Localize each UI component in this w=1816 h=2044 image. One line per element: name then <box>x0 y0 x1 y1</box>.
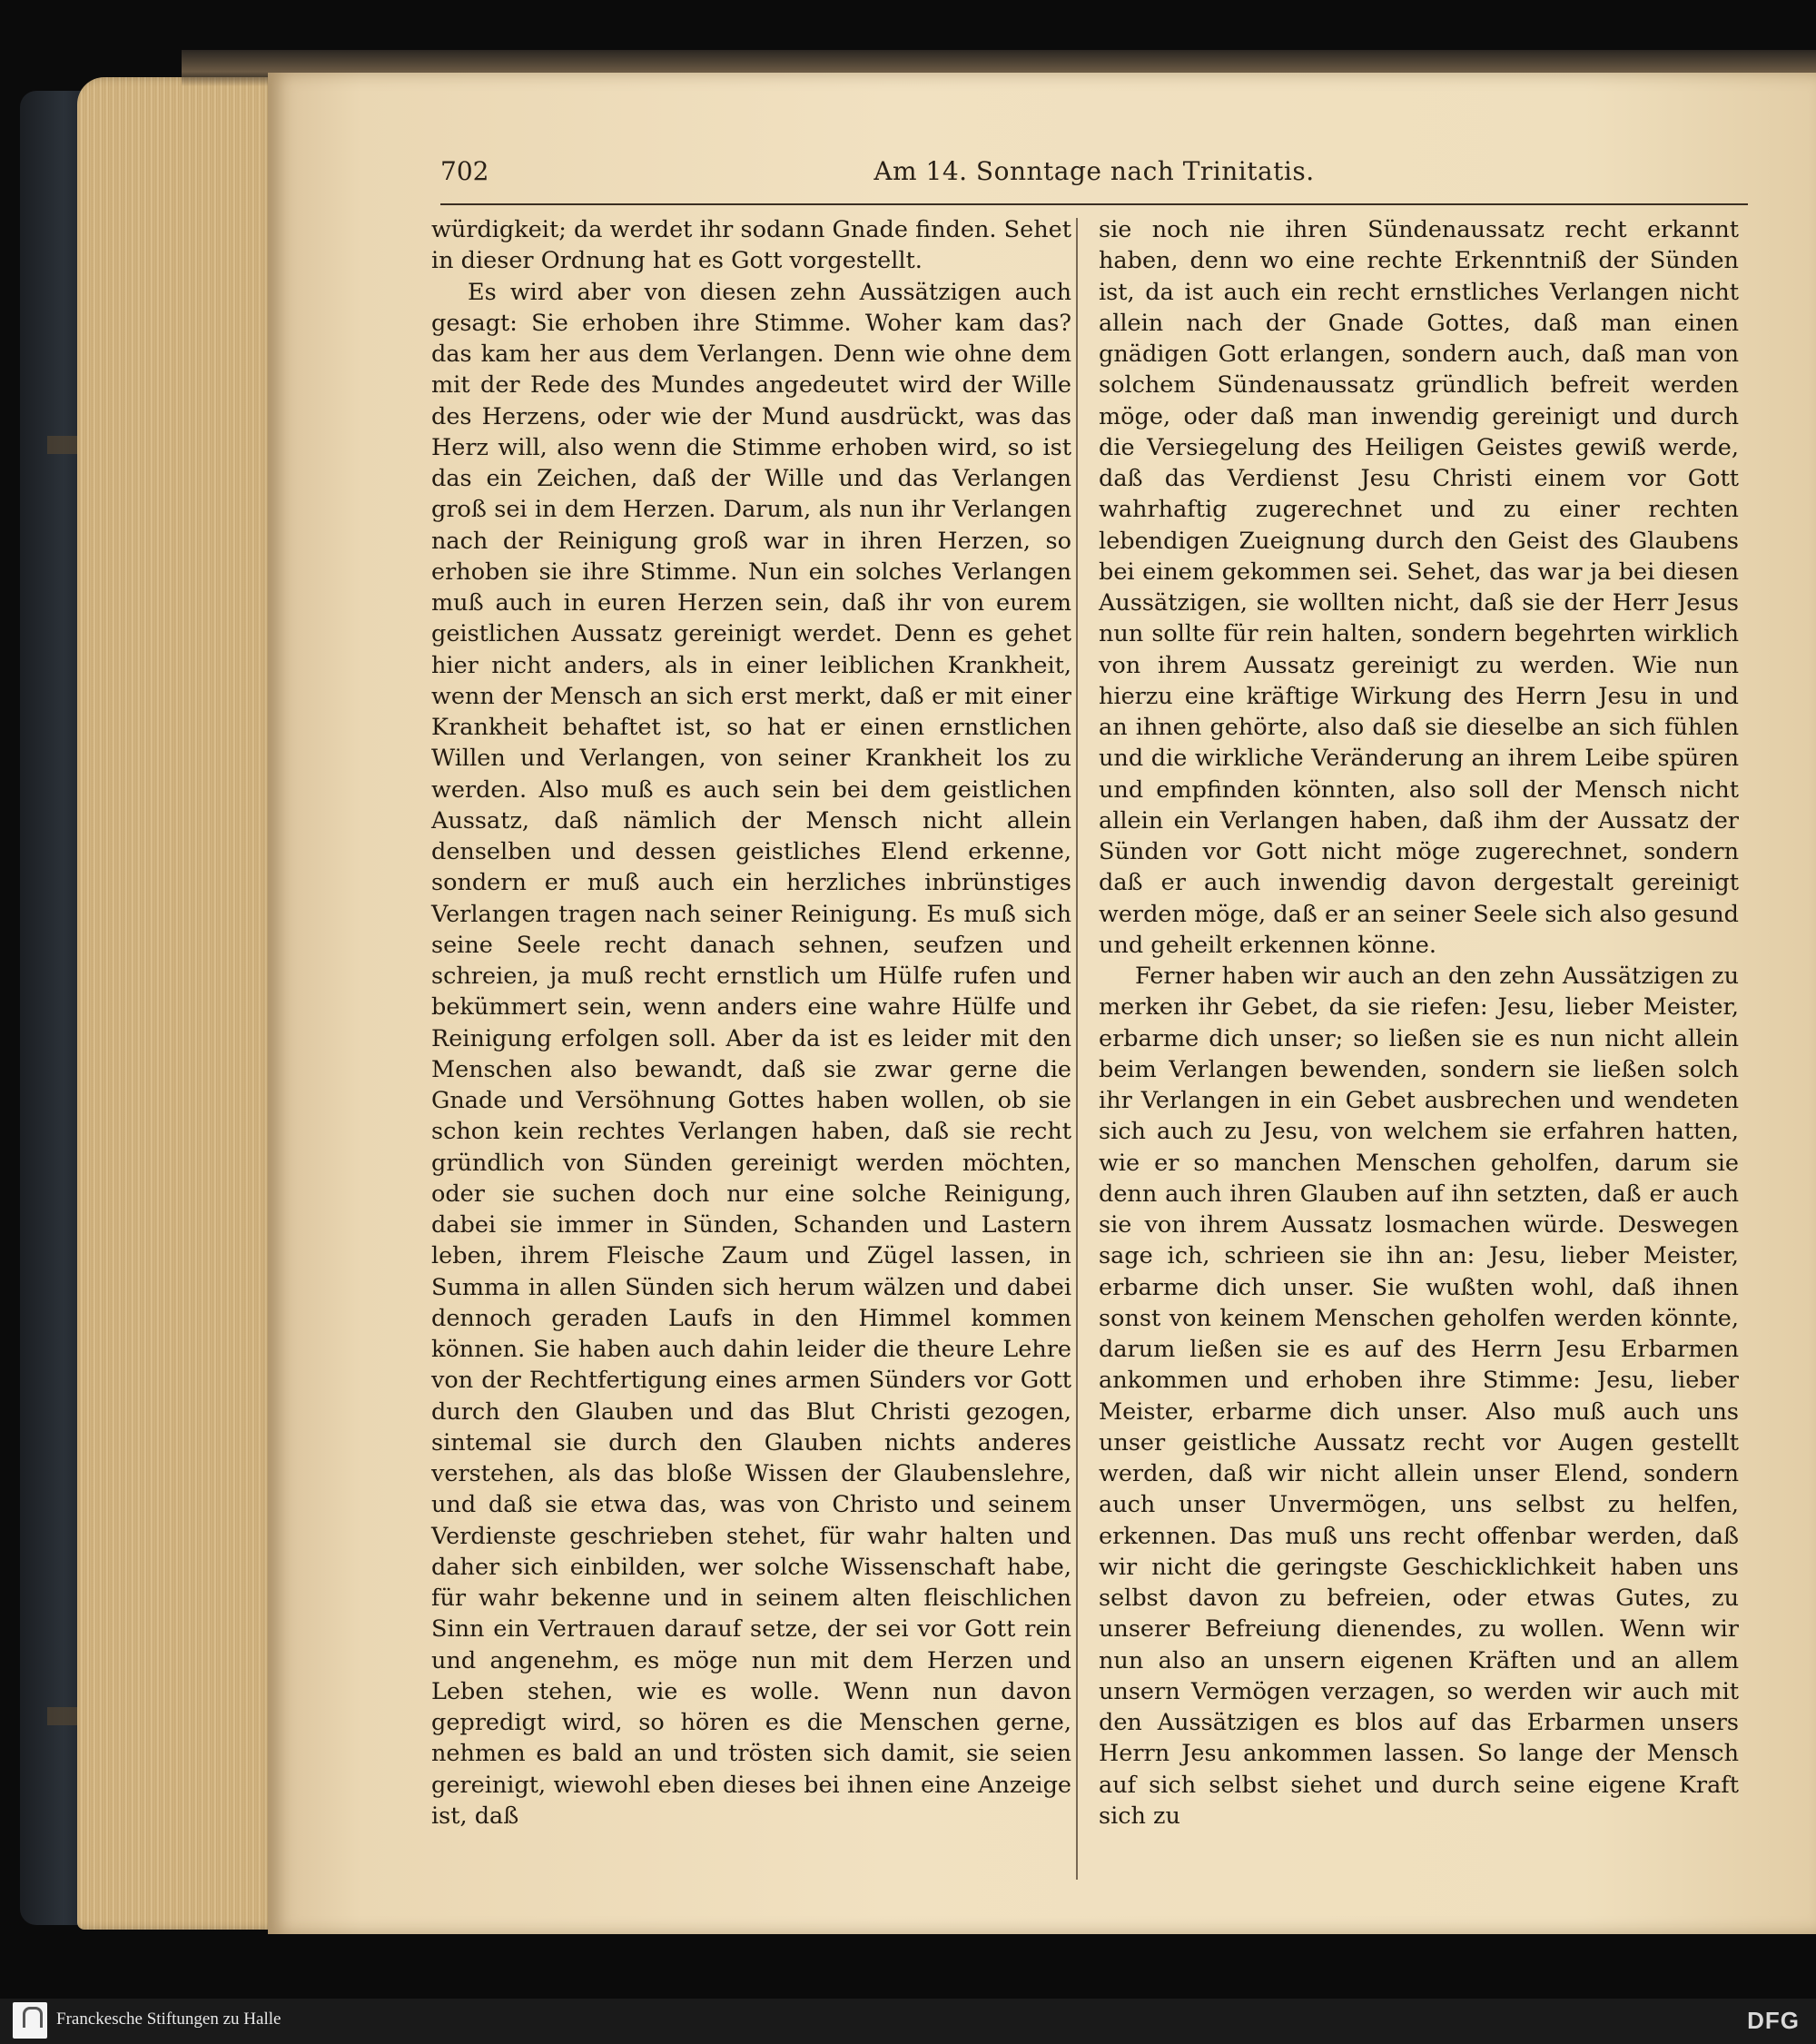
text-column-left <box>431 214 1071 1832</box>
page-edges <box>77 77 277 1930</box>
footer-institution: Franckesche Stiftungen zu Halle <box>56 2009 281 2029</box>
text-column-right <box>1099 214 1739 1832</box>
book-page <box>268 73 1816 1934</box>
dfg-logo: DFG <box>1747 2007 1800 2034</box>
running-title: Am 14. Sonntage nach Trinitatis. <box>873 156 1315 186</box>
paragraph: Ferner haben wir auch an den zehn Aussätzigen zu merken ihr Gebet, da sie riefen: Jesu, lieber Meister, erbarme dich unser; so ließen sie es nun nicht allein beim Verlangen bewenden, sondern sie ließen solch ihr Verlangen in ein Gebet ausbrechen und wendeten sich auch zu Jesu, von welchem sie erfahren hatten, wie er so manchen Menschen geholfen, darum sie denn auch ihren Glauben auf ihn setzten, daß er auch sie von ihrem Aussatz losmachen würde. Deswegen sage ich, schrieen sie ihn an: Jesu, lieber Meister, erbarme dich unser. Sie wußten wohl, daß ihnen sonst von keinem Menschen geholfen werden könnte, darum ließen sie es auf des Herrn Jesu Erbarmen ankommen und erhoben ihre Stimme: Jesu, lieber Meister, erbarme dich unser. Also muß auch uns unser geistliche Aussatz recht vor Augen gestellt werden, daß wir nicht allein unser Elend, sondern auch unser Unvermögen, uns selbst zu helfen, erkennen. Das muß uns recht offenbar werden, daß wir nicht die geringste Geschicklichkeit haben uns selbst davon zu befreien, oder etwas Gutes, zu unserer Befreiung dienendes, zu wollen. Wenn wir nun also an unsern eigenen Kräften und an allem unsern Vermögen verzagen, so werden wir auch mit den Aussätzigen es blos auf das Erbarmen unsers Herrn Jesu ankommen lassen. So lange der Mensch auf sich selbst siehet und durch seine eigene Kraft sich zu <box>1099 963 1739 1830</box>
column-divider <box>1076 218 1078 1880</box>
page-number: 702 <box>440 156 489 186</box>
page-header <box>440 156 1748 202</box>
institution-logo-icon <box>13 2002 47 2039</box>
header-rule <box>440 203 1748 205</box>
paragraph: Es wird aber von diesen zehn Aussätzigen auch gesagt: Sie erhoben ihre Stimme. Woher kam das? das kam her aus dem Verlangen. Denn wie ohne dem mit der Rede des Mundes angedeutet wird der Wille des Herzens, oder wie der Mund ausdrückt, was das Herz will, also wenn die Stimme erhoben wird, so ist das ein Zeichen, daß der Wille und das Verlangen groß sei in dem Herzen. Darum, als nun ihr Verlangen nach der Reinigung groß war in ihren Herzen, so erhoben sie ihre Stimme. Nun ein solches Verlangen muß auch in euren Herzen sein, daß ihr von eurem geistlichen Aussatz gereinigt werdet. Denn es gehet hier nicht anders, als in einer leiblichen Krankheit, wenn der Mensch an sich erst merkt, daß er mit einer Krankheit behaftet ist, so hat er einen ernstlichen Willen und Verlangen, von seiner Krankheit los zu werden. Also muß es auch sein bei dem geistlichen Aussatz, daß nämlich der Mensch nicht allein denselben und dessen geistliches Elend erkenne, sondern er muß auch ein herzliches inbrünstiges Verlangen tragen nach seiner Reinigung. Es muß sich seine Seele recht danach sehnen, seufzen und schreien, ja muß recht ernstlich um Hülfe rufen und bekümmert sein, wenn anders eine wahre Hülfe und Reinigung erfolgen soll. Aber da ist es leider mit den Menschen also bewandt, daß sie zwar gerne die Gnade und Versöhnung Gottes haben wollen, ob sie schon kein rechtes Verlangen haben, daß sie recht gründlich von Sünden gereinigt werden möchten, oder sie suchen doch nur eine solche Reinigung, dabei sie immer in Sünden, Schanden und Lastern leben, ihrem Fleische Zaum und Zügel lassen, in Summa in allen Sünden sich herum wälzen und dabei dennoch geraden Laufs in den Himmel kommen können. Sie haben auch dahin leider die theure Lehre von der Rechtfertigung eines armen Sünders vor Gott durch den Glauben und das Blut Christi gezogen, sintemal sie durch den Glauben nichts anderes verstehen, als das bloße Wissen der Glaubenslehre, und daß sie etwa das, was von Christo und seinem Verdienste geschrieben stehet, für wahr halten und daher sich einbilden, wer solche Wissenschaft habe, für wahr bekenne und in seinem alten fleischlichen Sinn ein Vertrauen darauf setze, der sei vor Gott rein und angenehm, es möge nun mit dem Herzen und Leben stehen, wie es wolle. Wenn nun davon gepredigt wird, so hören es die Menschen gerne, nehmen es bald an und trösten sich damit, sie seien gereinigt, wiewohl eben dieses bei ihnen eine Anzeige ist, daß <box>431 278 1071 1830</box>
paragraph: würdigkeit; da werdet ihr sodann Gnade finden. Sehet in dieser Ordnung hat es Gott vorgestellt. <box>431 216 1071 275</box>
footer-bar <box>0 1999 1816 2044</box>
paragraph: sie noch nie ihren Sündenaussatz recht erkannt haben, denn wo eine rechte Erkenntniß der Sünden ist, da ist auch ein recht ernstliches Verlangen nicht allein nach der Gnade Gottes, daß man einen gnädigen Gott erlangen, sondern auch, daß man von solchem Sündenaussatz gründlich befreit werden möge, oder daß man inwendig gereinigt und durch die Versiegelung des Heiligen Geistes gewiß werde, daß das Verdienst Jesu Christi einem vor Gott wahrhaftig zugerechnet und zu einer rechten lebendigen Zueignung durch den Geist des Glaubens bei einem gekommen sei. Sehet, das war ja bei diesen Aussätzigen, sie wollten nicht, daß sie der Herr Jesus nun sollte für rein halten, sondern begehrten wirklich von ihrem Aussatz gereinigt zu werden. Wie nun hierzu eine kräftige Wirkung des Herrn Jesu in und an ihnen gehörte, also daß sie dieselbe an sich fühlen und die wirkliche Veränderung an ihrem Leibe spüren und empfinden könnten, also soll der Mensch nicht allein ein Verlangen haben, daß ihm der Aussatz der Sünden vor Gott nicht möge zugerechnet, sondern daß er auch inwendig davon dergestalt gereinigt werden möge, daß er an seiner Seele sich also gesund und geheilt erkennen könne. <box>1099 216 1739 959</box>
